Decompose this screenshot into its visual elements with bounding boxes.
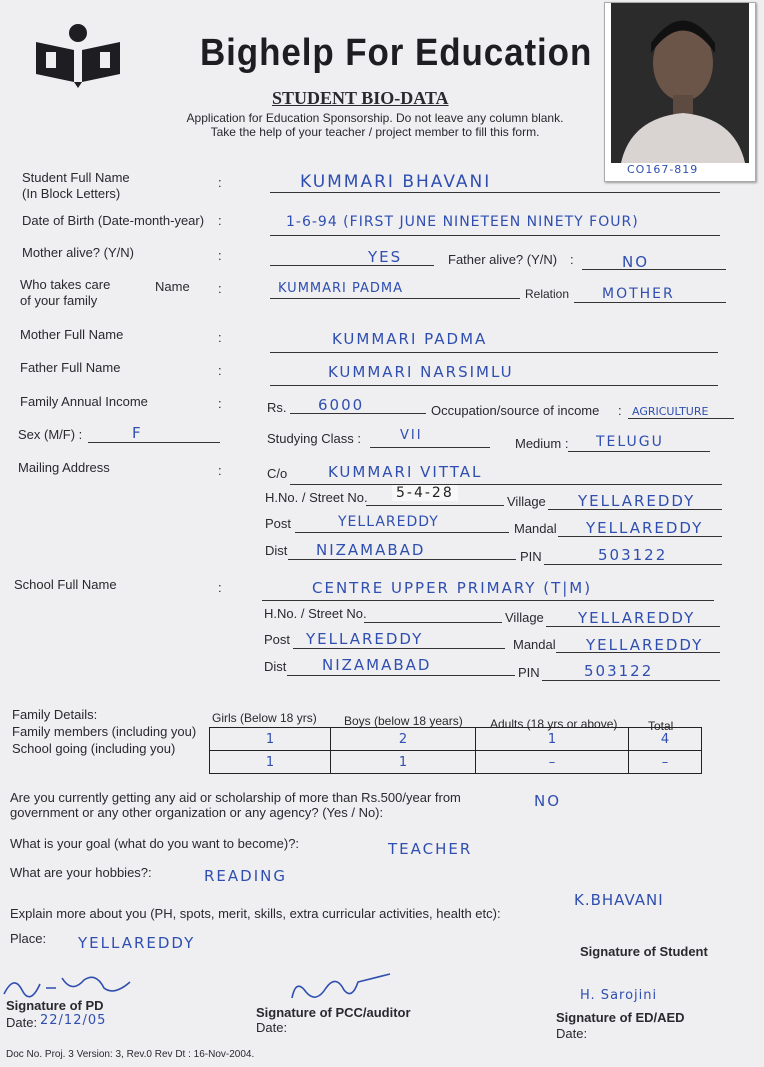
pcc-signature-scribble [286, 970, 396, 1010]
instructions-line-2: Take the help of your teacher / project member to fill this form. [210, 125, 540, 139]
mother-name-value: KUMMARI PADMA [332, 330, 488, 348]
org-name: Bighelp For Education [200, 32, 593, 74]
occupation-value: AGRICULTURE [632, 405, 709, 418]
occupation-label: Occupation/source of income [431, 403, 600, 418]
school-village-label: Village [505, 610, 544, 625]
co-label: C/o [267, 466, 288, 481]
medium-value: TELUGU [596, 434, 664, 450]
ed-signature-label: Signature of ED/AED [556, 1010, 685, 1025]
mailing-mandal-label: Mandal [514, 521, 557, 536]
logo [30, 20, 126, 90]
mailing-post-value: YELLAREDDY [338, 514, 439, 530]
caretaker-name-value: KUMMARI PADMA [278, 281, 404, 296]
doc-footer: Doc No. Proj. 3 Version: 3, Rev.0 Rev Dt : 16-Nov-2004. [6, 1049, 255, 1060]
mother-name-label: Mother Full Name [20, 327, 124, 342]
explain-question: Explain more about you (PH, spots, merit, skills, extra curricular activities, health etc): [10, 906, 501, 921]
family-table [209, 727, 702, 774]
dob-value: 1-6-94 (FIRST JUNE NINETEEN NINETY FOUR) [286, 214, 639, 230]
school-label: School Full Name [14, 577, 117, 592]
father-name-label: Father Full Name [20, 360, 121, 375]
pd-signature-label: Signature of PD [6, 998, 104, 1013]
mailing-pin-label: PIN [520, 549, 542, 564]
family-row2-label: School going (including you) [12, 741, 176, 756]
school-pin-label: PIN [518, 665, 540, 680]
school-post-label: Post [264, 632, 291, 647]
instructions-line-1: Application for Education Sponsorship. Do not leave any column blank. [186, 111, 564, 125]
full-name-label: Student Full Name [22, 170, 130, 185]
school-dist-label: Dist [264, 659, 287, 674]
family-header-adults: Adults (18 yrs or above) [490, 717, 618, 731]
father-name-value: KUMMARI NARSIMLU [328, 363, 514, 381]
school-post-value: YELLAREDDY [306, 630, 424, 648]
ed-date-label: Date: [556, 1026, 588, 1041]
school-village-value: YELLAREDDY [578, 609, 696, 627]
table-cell: 1 [210, 751, 331, 774]
mailing-hno-label: H.No. / Street No. [265, 490, 368, 505]
school-hno-label: H.No. / Street No. [264, 606, 367, 621]
school-dist-value: NIZAMABAD [322, 656, 432, 674]
hobby-question: What are your hobbies?: [10, 865, 152, 880]
sex-value: F [132, 424, 143, 442]
full-name-sublabel: (In Block Letters) [22, 186, 121, 201]
income-value: 6000 [318, 396, 365, 414]
aid-question-1: Are you currently getting any aid or scholarship of more than Rs.500/year from [10, 790, 461, 805]
caretaker-name-label: Name [155, 279, 190, 294]
mailing-post-label: Post [265, 516, 292, 531]
school-mandal-value: YELLAREDDY [586, 636, 704, 654]
mailing-label: Mailing Address [18, 460, 110, 475]
mailing-dist-value: NIZAMABAD [316, 541, 426, 559]
table-cell: – [476, 751, 629, 774]
school-pin-value: 503122 [584, 662, 654, 680]
pd-date-label: Date: [6, 1015, 38, 1030]
income-label: Family Annual Income [20, 394, 148, 409]
aid-question-2: government or any other organization or any agency? (Yes / No): [10, 805, 384, 820]
school-mandal-label: Mandal [513, 637, 556, 652]
family-header-girls: Girls (Below 18 yrs) [212, 711, 317, 725]
mother-alive-label: Mother alive? (Y/N) [22, 245, 134, 260]
full-name-value: KUMMARI BHAVANI [300, 172, 492, 192]
family-label: Family Details: [12, 707, 98, 722]
table-cell: 1 [331, 751, 476, 774]
class-value: VII [400, 428, 423, 443]
table-cell: 1 [476, 728, 629, 751]
place-value: YELLAREDDY [78, 934, 196, 952]
family-row1-label: Family members (including you) [12, 724, 197, 739]
student-photo [604, 2, 756, 182]
mailing-village-value: YELLAREDDY [578, 492, 696, 510]
table-cell: – [629, 751, 702, 774]
student-signature-mark: K.BHAVANI [574, 891, 664, 909]
table-row [210, 751, 702, 774]
caretaker-label-2: of your family [20, 293, 98, 308]
medium-label: Medium : [515, 436, 569, 451]
mailing-mandal-value: YELLAREDDY [586, 519, 704, 537]
table-cell: 4 [629, 728, 702, 751]
aid-answer: NO [534, 792, 562, 810]
hobby-answer: READING [204, 867, 287, 885]
table-row [210, 728, 702, 751]
dob-label: Date of Birth (Date-month-year) [22, 213, 205, 228]
relation-label: Relation [525, 287, 570, 301]
mother-alive-value: YES [368, 248, 403, 266]
pcc-signature-label: Signature of PCC/auditor [256, 1005, 411, 1020]
table-cell: 2 [331, 728, 476, 751]
goal-question: What is your goal (what do you want to become)?: [10, 836, 300, 851]
student-signature-label: Signature of Student [580, 944, 708, 959]
pcc-date-label: Date: [256, 1020, 288, 1035]
caretaker-label: Who takes care [20, 277, 111, 292]
ed-signature-mark: H. Sarojini [580, 988, 658, 1003]
form-title: STUDENT BIO-DATA [272, 88, 449, 108]
goal-answer: TEACHER [388, 840, 473, 858]
sex-label: Sex (M/F) : [18, 427, 83, 442]
mailing-dist-label: Dist [265, 543, 288, 558]
mailing-village-label: Village [507, 494, 546, 509]
co-value: KUMMARI VITTAL [328, 463, 483, 481]
mailing-pin-value: 503122 [598, 546, 668, 564]
photo-id: CO167-819 [627, 163, 699, 176]
rs-label: Rs. [267, 400, 287, 415]
mailing-hno-value: 5-4-28 [392, 485, 458, 501]
father-alive-label: Father alive? (Y/N) [448, 252, 558, 267]
family-header-total: Total [648, 719, 674, 733]
table-cell: 1 [210, 728, 331, 751]
class-label: Studying Class : [267, 431, 361, 446]
father-alive-value: NO [622, 253, 650, 271]
school-name-value: CENTRE UPPER PRIMARY (T|M) [312, 579, 593, 597]
pd-date-value: 22/12/05 [40, 1013, 107, 1028]
relation-value: MOTHER [602, 286, 675, 302]
family-header-boys: Boys (below 18 years) [344, 714, 463, 728]
place-label: Place: [10, 931, 47, 946]
